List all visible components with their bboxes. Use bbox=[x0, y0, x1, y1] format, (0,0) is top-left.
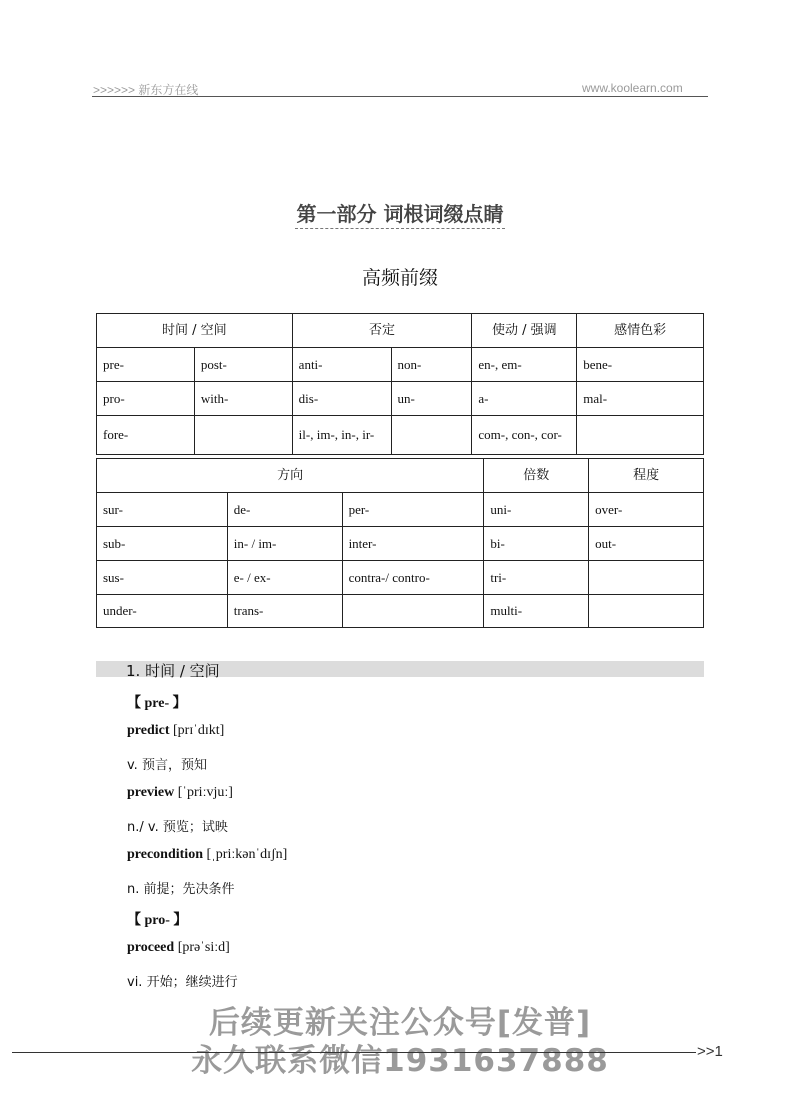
table-cell: un- bbox=[391, 382, 472, 416]
table-cell: pre- bbox=[97, 348, 195, 382]
word-meaning: n. 前提；先决条件 bbox=[127, 882, 235, 897]
table-cell: tri- bbox=[484, 561, 589, 595]
word-entry bbox=[127, 847, 287, 863]
phonetic: [ˈpriːvjuː] bbox=[177, 785, 233, 800]
word-meaning: n./ v. 预览；试映 bbox=[127, 820, 228, 835]
phonetic: [prɪˈdɪkt] bbox=[173, 723, 225, 738]
prefix-heading-pro: 【 pro- 】 bbox=[127, 913, 188, 928]
word: precondition bbox=[127, 847, 203, 862]
table-cell bbox=[342, 595, 484, 628]
table-cell bbox=[194, 416, 292, 455]
table-cell: out- bbox=[589, 527, 704, 561]
phonetic: [prəˈsiːd] bbox=[177, 940, 230, 955]
table-cell bbox=[589, 561, 704, 595]
table-cell: de- bbox=[227, 493, 342, 527]
table-cell: dis- bbox=[292, 382, 391, 416]
footer-divider bbox=[12, 1052, 696, 1053]
table-cell: anti- bbox=[292, 348, 391, 382]
table-cell bbox=[391, 416, 472, 455]
table-cell: pro- bbox=[97, 382, 195, 416]
prefix-heading-pre: 【 pre- 】 bbox=[127, 696, 187, 711]
table-cell: with- bbox=[194, 382, 292, 416]
watermark-line-2: 永久联系微信1931637888 bbox=[191, 1043, 609, 1079]
section-title: 1. 时间 / 空间 bbox=[126, 662, 220, 680]
table2-header-degree: 程度 bbox=[589, 459, 704, 493]
table-cell: contra-/ contro- bbox=[342, 561, 484, 595]
table-cell: fore- bbox=[97, 416, 195, 455]
sub-title: 高频前缀 bbox=[361, 267, 438, 289]
table2-header-direction: 方向 bbox=[97, 459, 484, 493]
table-cell: e- / ex- bbox=[227, 561, 342, 595]
table-cell: multi- bbox=[484, 595, 589, 628]
table2-header-multiple: 倍数 bbox=[484, 459, 589, 493]
table-cell: a- bbox=[472, 382, 577, 416]
table-cell: sus- bbox=[97, 561, 228, 595]
table-cell: mal- bbox=[577, 382, 704, 416]
watermark-line-1: 后续更新关注公众号[发普] bbox=[208, 1005, 592, 1041]
table-cell: bene- bbox=[577, 348, 704, 382]
table-cell: under- bbox=[97, 595, 228, 628]
table-cell: inter- bbox=[342, 527, 484, 561]
table-cell bbox=[589, 595, 704, 628]
word: proceed bbox=[127, 940, 175, 955]
header-left-text: >>>>>> 新东方在线 bbox=[93, 83, 199, 97]
word-entry bbox=[127, 940, 230, 956]
table-cell: sur- bbox=[97, 493, 228, 527]
table-cell bbox=[577, 416, 704, 455]
page-number: >>1 bbox=[697, 1043, 723, 1060]
table-cell: bi- bbox=[484, 527, 589, 561]
phonetic: [ˌpriːkənˈdɪʃn] bbox=[206, 847, 288, 862]
table-cell: non- bbox=[391, 348, 472, 382]
table1-header-causative: 使动 / 强调 bbox=[472, 314, 577, 348]
header-website: www.koolearn.com bbox=[582, 81, 683, 95]
table-cell: il-, im-, in-, ir- bbox=[292, 416, 391, 455]
table-cell: in- / im- bbox=[227, 527, 342, 561]
word: predict bbox=[127, 723, 170, 738]
word-entry bbox=[127, 723, 224, 739]
table1-header-negation: 否定 bbox=[292, 314, 472, 348]
prefix-table-1 bbox=[96, 313, 704, 455]
word: preview bbox=[127, 785, 175, 800]
table-cell: post- bbox=[194, 348, 292, 382]
prefix-table-2 bbox=[96, 458, 704, 628]
table-cell: trans- bbox=[227, 595, 342, 628]
table-cell: com-, con-, cor- bbox=[472, 416, 577, 455]
table-cell: uni- bbox=[484, 493, 589, 527]
word-meaning: v. 预言，预知 bbox=[127, 758, 207, 773]
table-cell: en-, em- bbox=[472, 348, 577, 382]
word-entry bbox=[127, 785, 233, 801]
part-title: 第一部分 词根词缀点睛 bbox=[0, 198, 800, 227]
table1-header-time-space: 时间 / 空间 bbox=[97, 314, 293, 348]
table1-header-emotion: 感情色彩 bbox=[577, 314, 704, 348]
word-meaning: vi. 开始；继续进行 bbox=[127, 975, 238, 990]
table-cell: sub- bbox=[97, 527, 228, 561]
table-cell: per- bbox=[342, 493, 484, 527]
header-divider bbox=[92, 96, 708, 97]
table-cell: over- bbox=[589, 493, 704, 527]
